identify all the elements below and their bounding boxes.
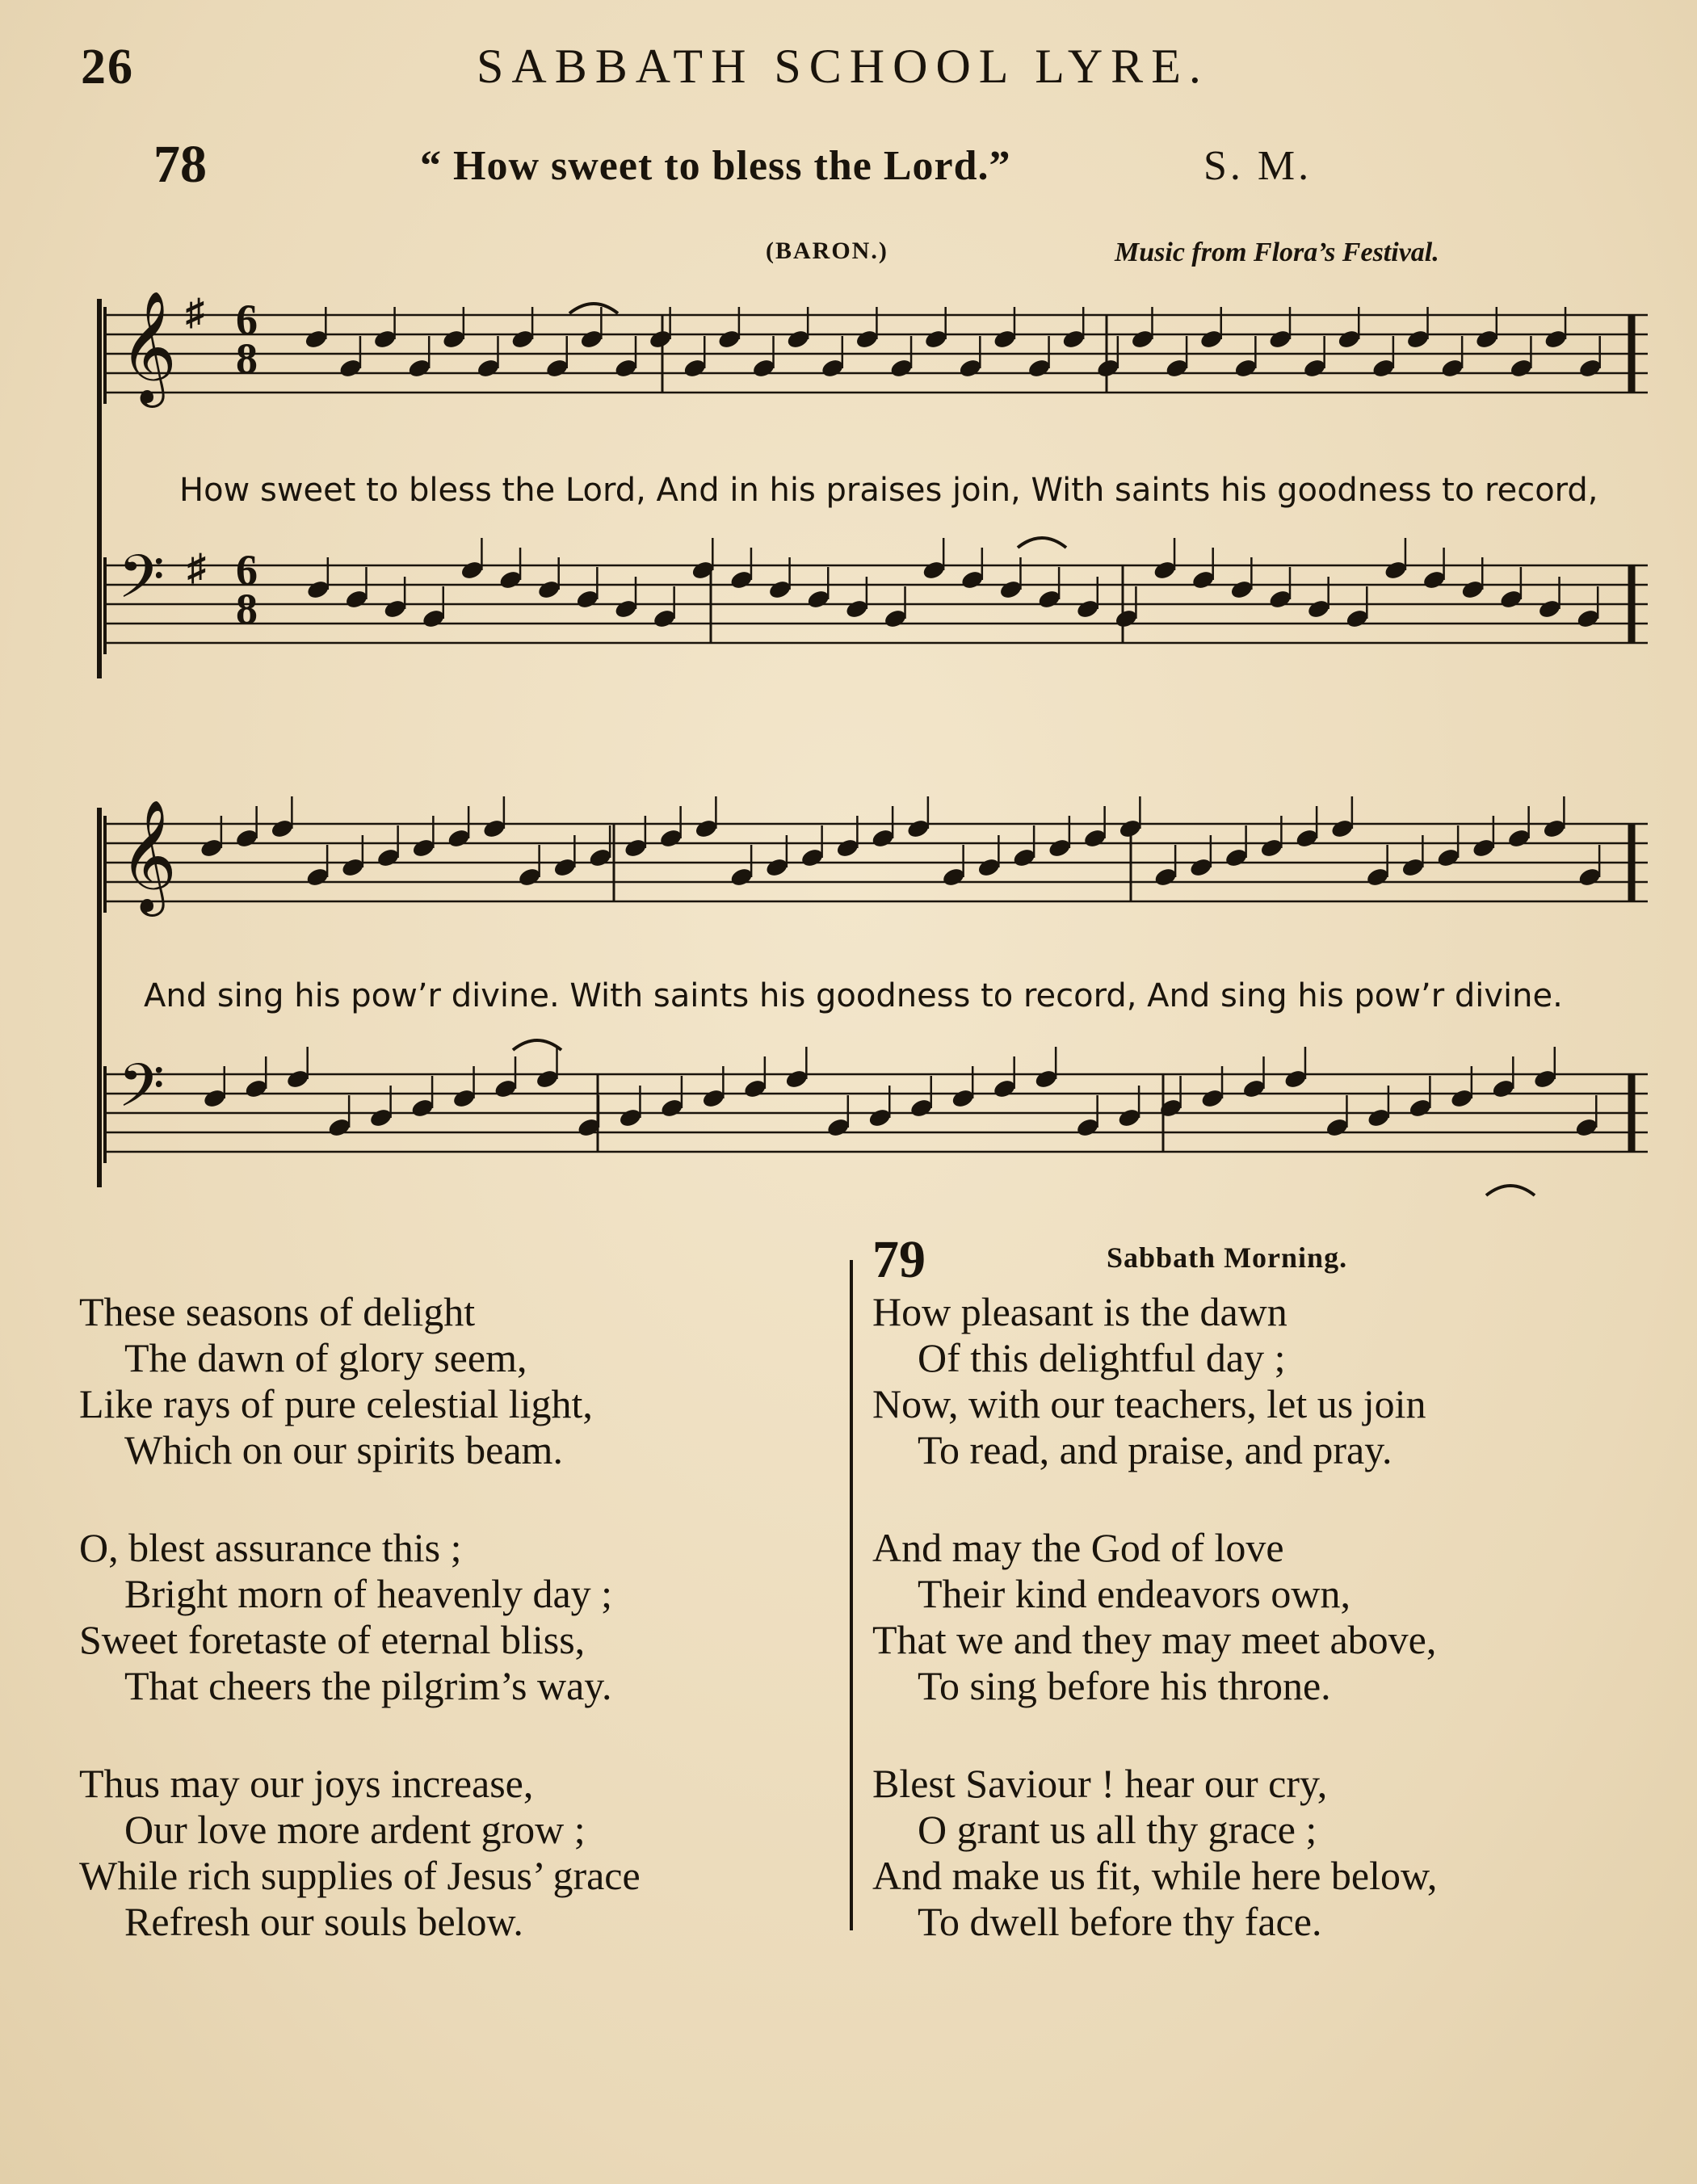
hymn-79-stanza-1: How pleasant is the dawn Of this delightful day ; Now, with our teachers, let us join To read, and praise, and pray. [872, 1289, 1426, 1472]
treble-clef-icon: 𝄞 [120, 293, 177, 401]
time-signature: 6 8 [236, 546, 258, 633]
hymn-78-title: “ How sweet to bless the Lord.” [420, 143, 1011, 189]
sharp-icon: ♯ [187, 547, 206, 588]
hymn-79-number: 79 [872, 1230, 926, 1289]
fermata-icon [1018, 538, 1066, 548]
music-source: Music from Flora’s Festival. [1115, 237, 1439, 267]
hymn-78-number: 78 [153, 135, 207, 194]
running-head: SABBATH SCHOOL LYRE. [477, 40, 1209, 93]
treble-clef-icon: 𝄞 [120, 802, 177, 909]
hymn-78-stanza-3: O, blest assurance this ; Bright morn of heavenly day ; Sweet foretaste of eternal bliss, That cheers the pilgrim’s way. [79, 1525, 613, 1708]
hymn-78-stanza-2: These seasons of delight The dawn of glory seem, Like rays of pure celestial light, Which on our spirits beam. [79, 1289, 593, 1472]
lyrics-line-2: And sing his pow’r divine. With saints his goodness to record, And sing his pow’r divine. [144, 977, 1563, 1014]
hymn-78-stanza-4: Thus may our joys increase, Our love more ardent grow ; While rich supplies of Jesus’ grace Refresh our souls below. [79, 1761, 641, 1944]
fermata-icon [1486, 1186, 1535, 1195]
fermata-icon [569, 304, 618, 313]
hymn-79-title: Sabbath Morning. [1107, 1241, 1348, 1274]
page-number: 26 [81, 40, 134, 94]
sharp-icon: ♯ [186, 292, 204, 333]
bass-clef-icon: 𝄢 [118, 545, 165, 625]
time-signature: 6 8 [236, 296, 258, 383]
lyrics-line-1: How sweet to bless the Lord, And in his praises join, With saints his goodness to record, [179, 472, 1598, 509]
bass-clef-icon: 𝄢 [118, 1054, 165, 1134]
column-divider [850, 1260, 853, 1930]
hymn-78-meter: S. M. [1203, 143, 1313, 189]
fermata-icon [513, 1040, 561, 1050]
hymn-79-stanza-2: And may the God of love Their kind endeavors own, That we and they may meet above, To sing before his throne. [872, 1525, 1437, 1708]
tune-name: (BARON.) [766, 237, 888, 264]
hymn-79-stanza-3: Blest Saviour ! hear our cry, O grant us all thy grace ; And make us fit, while here below, To dwell before thy face. [872, 1761, 1438, 1944]
